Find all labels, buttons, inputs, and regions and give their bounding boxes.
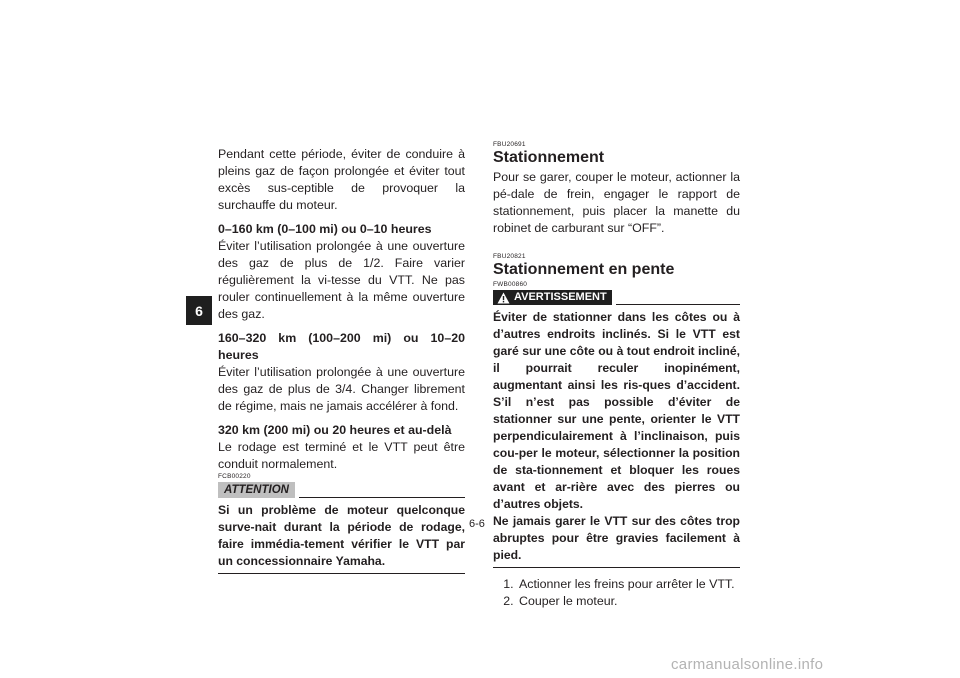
intro-paragraph: Pendant cette période, éviter de conduire à pleins gaz de façon prolongée et éviter tout excès sus-ceptible de provoquer la surchauffe du moteur. bbox=[218, 147, 465, 212]
warning-header bbox=[493, 290, 740, 305]
warning-triangle-icon bbox=[497, 292, 510, 304]
warning-text-2: Ne jamais garer le VTT sur des côtes trop abruptes pour être gravies facilement à pied. bbox=[493, 514, 740, 562]
right-column bbox=[493, 141, 740, 610]
step-item: 2. Couper le moteur. bbox=[517, 593, 740, 610]
attention-label: ATTENTION bbox=[218, 482, 295, 498]
slope-code: FBU20821 bbox=[493, 253, 526, 260]
section-body-1: Éviter l’utilisation prolongée à une ouverture des gaz de plus de 1/2. Faire varier régulièrement la vi-tesse du VTT. Ne pas rouler continuellement à la même ouverture des gaz. bbox=[218, 239, 465, 321]
section-body-2: Éviter l’utilisation prolongée à une ouverture des gaz de plus de 3/4. Changer librement de régime, mais ne jamais accélérer à fond. bbox=[218, 365, 465, 413]
section-body-3: Le rodage est terminé et le VTT peut être conduit normalement. bbox=[218, 440, 465, 471]
attention-rule bbox=[299, 497, 465, 498]
parking-code: FBU20691 bbox=[493, 141, 526, 148]
parking-body: Pour se garer, couper le moteur, actionner la pé-dale de frein, engager le rapport de stationnement, puis placer la manette du robinet de carburant sur “OFF”. bbox=[493, 170, 740, 235]
warning-code: FWB00860 bbox=[493, 281, 528, 288]
warning-end-rule bbox=[493, 567, 740, 568]
attention-header bbox=[218, 482, 465, 498]
section-heading-2: 160–320 km (100–200 mi) ou 10–20 heures bbox=[218, 331, 465, 362]
section-heading-3: 320 km (200 mi) ou 20 heures et au-delà bbox=[218, 423, 452, 437]
step-item: 1. Actionner les freins pour arrêter le VTT. bbox=[517, 576, 740, 593]
warning-rule bbox=[616, 304, 740, 305]
watermark: carmanualsonline.info bbox=[671, 656, 824, 673]
section-heading-1: 0–160 km (0–100 mi) ou 0–10 heures bbox=[218, 222, 432, 236]
attention-text: Si un problème de moteur quelconque surve-nait durant la période de rodage, faire immédia-tement vérifier le VTT par un concessionnaire Yamaha. bbox=[218, 503, 465, 568]
steps-list bbox=[493, 576, 740, 610]
warning-label-box bbox=[493, 290, 612, 305]
warning-label: AVERTISSEMENT bbox=[514, 291, 607, 303]
page-number: 6-6 bbox=[469, 518, 485, 530]
parking-title: Stationnement bbox=[493, 149, 605, 166]
slope-title: Stationnement en pente bbox=[493, 261, 675, 278]
left-column bbox=[218, 146, 465, 574]
attention-end-rule bbox=[218, 573, 465, 574]
chapter-tab: 6 bbox=[186, 296, 212, 325]
warning-text-1: Éviter de stationner dans les côtes ou à d’autres endroits inclinés. Si le VTT est garé sur une côte ou à tout endroit incliné, il pourrait reculer inopinément, augmentant ainsi les ris-ques d’accident. S’il n’est pas possible d’éviter de stationner sur une pente, orienter le VTT perpendiculairement à l’inclinaison, puis cou-per le moteur, sélectionner la position de sta-tionnement et bloquer les roues avant et ar-rière avec des pierres ou d’autres objets. bbox=[493, 310, 740, 511]
attention-code: FCB00220 bbox=[218, 473, 251, 480]
